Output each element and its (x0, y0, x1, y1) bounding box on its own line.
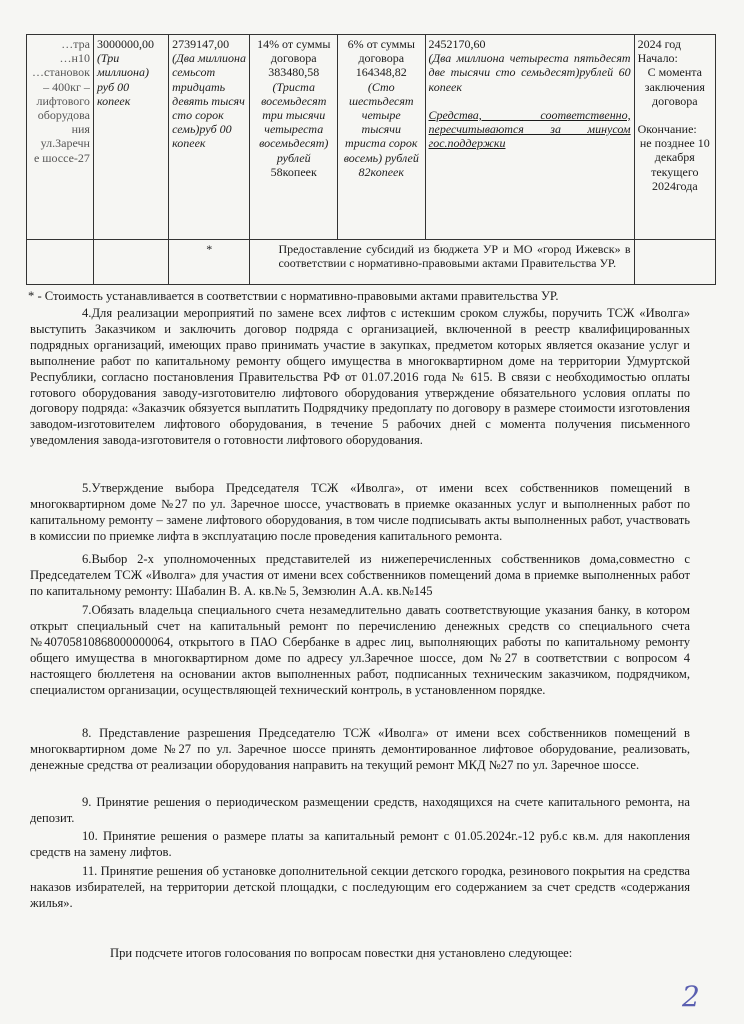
share-6-amount: 164348,82 (355, 65, 407, 80)
share-6-head: 6% от суммы договора (347, 37, 415, 66)
subsidy-text: Предоставление субсидий из бюджета УР и МО «город Ижевск» в соответствии с нормативно-правовыми актами Правительства УР. (278, 242, 631, 271)
share-14-amount: 383480,58 (268, 65, 320, 80)
cost-words: (Два миллиона семьсот тридцать девять тысяч сто сорок семь)руб 00 копеек (172, 51, 246, 151)
paragraph-text: 8. Представление разрешения Председателю ТСЖ «Иволга» от имени всех собственников помещений в многоквартирном доме №27 по ул. Заречное шоссе принять демонтированное лифтовое оборудование, реализовать, денежные средства от реализации оборудования направить на текущий ремонт МКД №27 по ул. Заречное шоссе. (30, 726, 690, 772)
paragraph-4 (30, 306, 690, 449)
term-start: С момента заключения договора (644, 65, 705, 108)
paragraph-10 (30, 829, 690, 861)
paragraph-text: 6.Выбор 2-х уполномоченных представителей из нижеперечисленных собственников дома,совместно с Председателем ТСЖ «Иволга» для участия от имени всех собственников помещений дома в приемке выполненных работ по капитальному ремонту: Шабалин В. А. кв.№ 5, Земзюлин А.А. кв.№145 (30, 552, 690, 598)
subsidy-cell (250, 240, 634, 285)
object-line: ул.Заречн (40, 136, 90, 151)
footnote: * - Стоимость устанавливается в соответствии с нормативно-правовыми актами правительства УР. (28, 289, 559, 303)
closing-line: При подсчете итогов голосования по вопросам повестки дня установлено следующее: (110, 946, 573, 960)
object-cell (27, 35, 94, 240)
share-14-kopecks: 58копеек (270, 164, 317, 179)
paragraph-8 (30, 726, 690, 774)
star-mark: * (206, 242, 213, 256)
cost-table (26, 34, 716, 285)
empty-cell (27, 240, 94, 285)
paragraph-text: 10. Принятие решения о размере платы за капитальный ремонт с 01.05.2024г.-12 руб.с кв.м. для накопления средств на замену лифтов. (30, 829, 690, 859)
object-line: лифтового (36, 93, 90, 108)
remainder-note: Средства, соответственно, пересчитываются за минусом гос.поддержки (428, 107, 631, 151)
empty-cell (93, 240, 168, 285)
term-start-label: Начало: (637, 51, 678, 66)
table-row (27, 240, 716, 285)
term-end: не позднее 10 декабря текущего 2024года (639, 136, 710, 193)
share-6-words: (Сто шестьдесят четыре тысячи триста сорок восемь) рублей 82копеек (343, 79, 419, 179)
term-end-label: Окончание: (637, 122, 697, 137)
object-line: е шоссе-27 (33, 150, 90, 165)
paragraph-text: 7.Обязать владельца специального счета незамедлительно давать соответствующие указания банку, в котором открыт специальный счет на капитальный ремонт по перечислению денежных средств со специального счета №40705810868000000064, открытого в ПАО Сбербанке в адрес лиц, выполняющих работы по капитальному ремонту общего имущества в многоквартирном доме по адресу ул.Заречное шоссе, дом №27 в соответствии с вопросом 4 настоящего бюллетеня на основании актов выполненных работ, подписанных техническим заказчиком, подрядчиком, специалистом организации, осуществляющей технический контроль, в установленном порядке. (30, 603, 690, 697)
paragraph-text: 11. Принятие решения об установке дополнительной секции детского городка, резинового покрытия на средства наказов избирателей, на территории детской площадки, с последующим его содержанием за счет средств «содержания жилья». (30, 864, 690, 910)
object-line: …тра (61, 37, 90, 51)
term-year: 2024 год (637, 37, 681, 51)
cost-cell (169, 35, 250, 240)
share-14-cell (250, 35, 338, 240)
share-6-cell (338, 35, 426, 240)
cost-amount: 2739147,00 (172, 37, 230, 51)
share-14-words: (Триста восемьдесят три тысячи четыреста восемьдесят) рублей (259, 79, 329, 165)
total-cost-words: (Три миллиона) руб 00 копеек (96, 51, 150, 108)
paragraph-text: 4.Для реализации мероприятий по замене всех лифтов с истекшим сроком службы, поручить ТСЖ «Иволга» выступить Заказчиком и заключить договор подряда с организацией, включенной в реестр квалифицированных подрядных организаций, имеющих право принимать участие в закупках, предметом которых является оказание услуг и выполнение работ по капитальному ремонту общего имущества в многоквартирном доме на территории Удмуртской Республики, согласно постановления Правительства РФ от 01.07.2016 года № 615. В связи с необходимостью оплаты готового оборудования заводу-изготовителю лифтового оборудования утверждение обязательного условия оплаты по договору подряда: «Заказчик обязуется выплатить Подрядчику предоплату по договору в размере стоимости изготовления заводом-изготовителем лифтового оборудования, в течение 5 рабочих дней с момента получения письменного уведомления завода-изготовителя о готовности лифтового оборудования. (30, 306, 690, 448)
term-cell (634, 35, 715, 240)
object-line: оборудова (37, 108, 90, 123)
object-line: …н10 (59, 51, 90, 66)
remainder-amount: 2452170,60 (428, 37, 486, 51)
paragraph-5 (30, 481, 690, 545)
star-cell (169, 240, 250, 285)
empty-cell (634, 240, 715, 285)
paragraph-text: 5.Утверждение выбора Председателя ТСЖ «Иволга», от имени всех собственников помещений в многоквартирном доме №27 по ул. Заречное шоссе, участвовать в приемке оказанных услуг и выполненных работ по капитальному ремонту – замене лифтового оборудования, в том числе подписывать акты выполненных работ, участвовать в комиссии по приемке лифта в эксплуатацию после проведения капитального ремонта. (30, 481, 690, 543)
paragraph-9 (30, 795, 690, 827)
total-cost-amount: 3000000,00 (96, 37, 154, 51)
paragraph-11 (30, 864, 690, 912)
paragraph-7 (30, 603, 690, 698)
object-line: ния (71, 122, 90, 137)
remainder-cell (425, 35, 634, 240)
object-line: – 400кг – (43, 79, 90, 94)
remainder-words: (Два миллиона четыреста пятьдесят две тысячи сто семьдесят)рублей 60 копеек (428, 51, 631, 94)
object-line: …становок (32, 65, 90, 80)
share-14-head: 14% от суммы договора (257, 37, 331, 66)
total-cost-cell (93, 35, 168, 240)
paragraph-text: 9. Принятие решения о периодическом размещении средств, находящихся на счете капитального ремонта, на депозит. (30, 795, 690, 825)
paragraph-6 (30, 552, 690, 600)
page-number: 2 (682, 980, 700, 1013)
table-row (27, 35, 716, 240)
